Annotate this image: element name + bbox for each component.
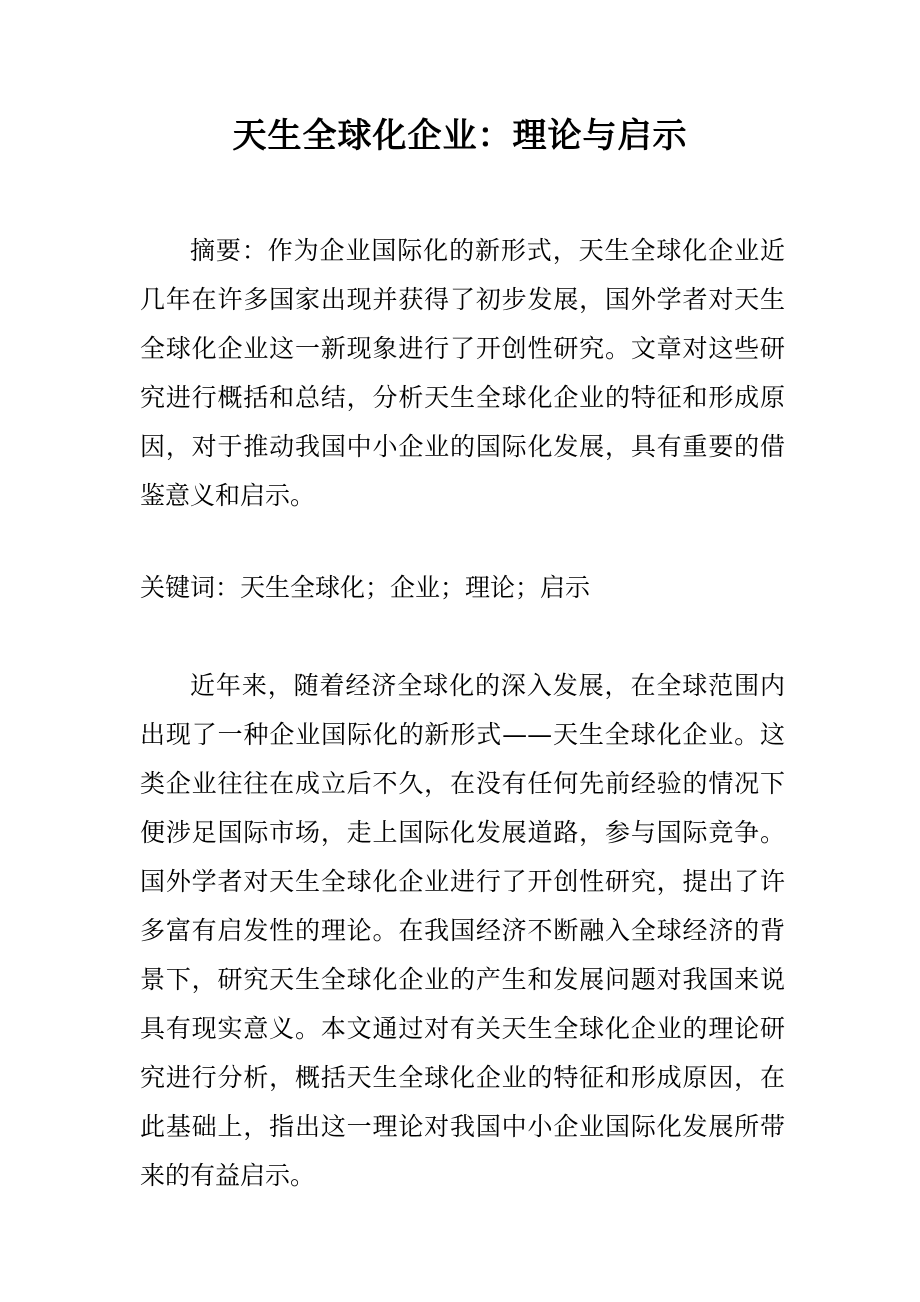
document-title: 天生全球化企业：理论与启示	[232, 116, 688, 156]
keywords-line: 关键词：天生全球化；企业；理论；启示	[140, 573, 591, 602]
abstract-paragraph: 摘要：作为企业国际化的新形式，天生全球化企业近几年在许多国家出现并获得了初步发展，国外学者对天生全球化企业这一新现象进行了开创性研究。文章对这些研究进行概括和总结，分析天生全球化企业的特征和形成原因，对于推动我国中小企业的国际化发展，具有重要的借鉴意义和启示。	[140, 236, 785, 510]
body-paragraph: 近年来，随着经济全球化的深入发展，在全球范围内出现了一种企业国际化的新形式——天生全球化企业。这类企业往往在成立后不久，在没有任何先前经验的情况下便涉足国际市场，走上国际化发展道路，参与国际竞争。国外学者对天生全球化企业进行了开创性研究，提出了许多富有启发性的理论。在我国经济不断融入全球经济的背景下，研究天生全球化企业的产生和发展问题对我国来说具有现实意义。本文通过对有关天生全球化企业的理论研究进行分析，概括天生全球化企业的特征和形成原因，在此基础上，指出这一理论对我国中小企业国际化发展所带来的有益启示。	[140, 671, 785, 1190]
